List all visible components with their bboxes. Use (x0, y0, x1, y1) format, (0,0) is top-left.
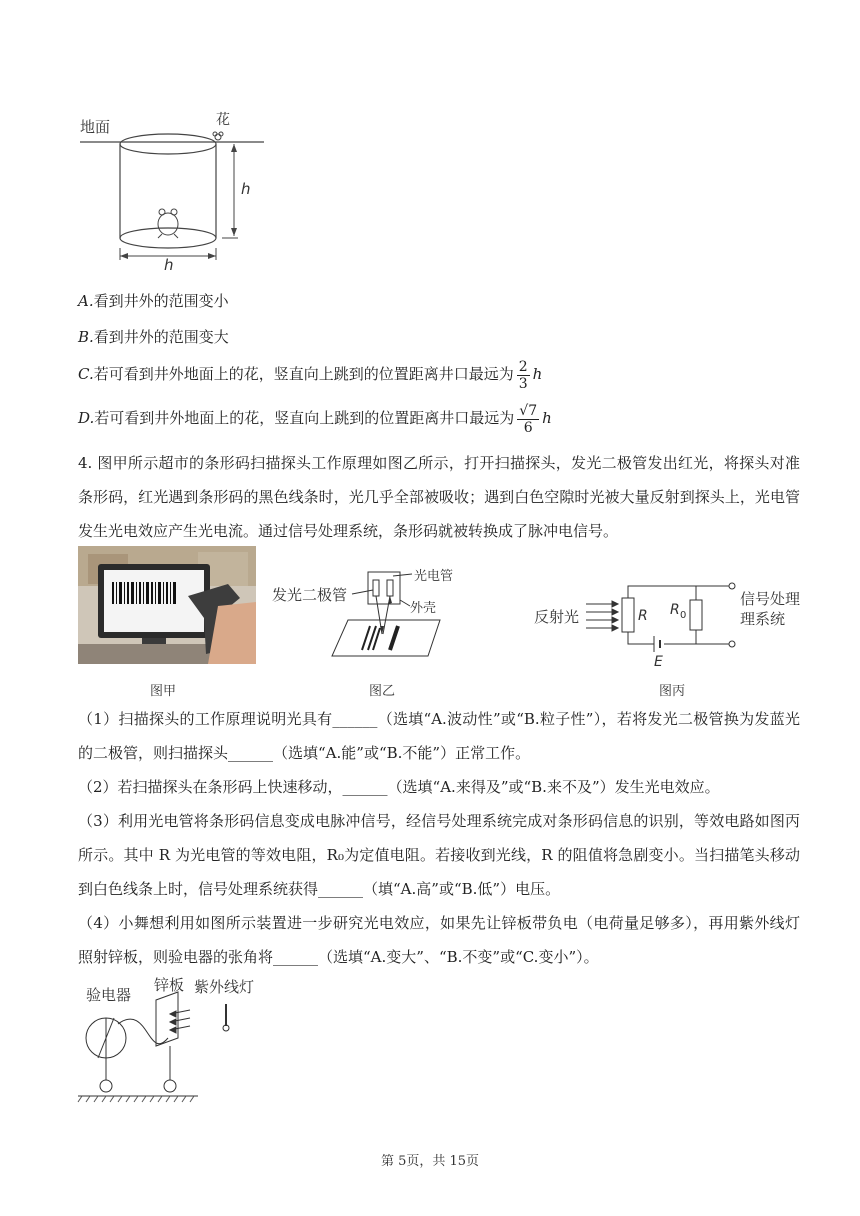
r0-label: R (670, 602, 680, 618)
fig-b-caption: 图乙 (369, 684, 396, 699)
option-c-letter: C. (78, 365, 94, 383)
system-label-2: 理系统 (740, 610, 786, 628)
ground-label: 地面 (80, 118, 111, 136)
scanner-photo (78, 546, 256, 664)
option-a-letter: A. (78, 292, 94, 310)
uv-lamp-label: 紫外线灯 (194, 978, 255, 996)
shell-label: 外壳 (410, 601, 437, 616)
option-d (78, 400, 800, 436)
scanner-principle-figure (270, 560, 470, 664)
option-b-text: 看到井外的范围变大 (93, 328, 229, 346)
option-c (78, 356, 800, 392)
fig-a-caption: 图甲 (150, 684, 177, 699)
page-footer: 第 5页，共 15页 (380, 1154, 480, 1169)
option-d-numerator: √7 (519, 402, 538, 419)
q4-part1: （1）扫描探头的工作原理说明光具有______（选填“A.波动性”或“B.粒子性”），若将发光二极管换为发蓝光的二极管，则扫描探头______（选填“A.能”或“B.不能”）正常工作。 (78, 710, 800, 762)
tube-label: 光电管 (414, 569, 454, 584)
option-c-fraction (517, 359, 530, 392)
option-c-var: h (532, 365, 543, 383)
h-label-bottom: h (164, 256, 174, 274)
option-c-text: 若可看到井外地面上的花，竖直向上跳到的位置距离井口最远为 (93, 365, 514, 383)
reflected-light-label: 反射光 (534, 608, 580, 626)
option-b-letter: B. (78, 328, 94, 346)
option-d-var: h (542, 409, 552, 427)
option-d-letter: D. (78, 409, 95, 427)
h-label-side: h (241, 180, 251, 198)
option-b (78, 326, 800, 348)
option-d-text: 若可看到井外地面上的花，竖直向上跳到的位置距离井口最远为 (94, 409, 515, 427)
e-label: E (654, 654, 663, 670)
fig-c-caption: 图丙 (659, 684, 686, 699)
option-a-text: 看到井外的范围变小 (93, 292, 229, 310)
option-c-denominator: 3 (518, 375, 528, 392)
photoelectric-apparatus-figure (78, 972, 268, 1108)
option-d-fraction (517, 403, 539, 436)
equivalent-circuit-figure (530, 562, 801, 670)
led-label: 发光二极管 (272, 586, 348, 604)
flower-icon (213, 132, 223, 140)
system-label-1: 信号处理 (740, 590, 801, 608)
frog-icon (158, 209, 178, 238)
well-figure (76, 108, 266, 274)
zinc-label: 锌板 (154, 976, 185, 994)
r-label: R (638, 608, 648, 624)
option-c-numerator: 2 (518, 358, 528, 375)
option-d-denominator: 6 (523, 419, 533, 436)
electroscope-label: 验电器 (86, 986, 132, 1004)
q4-intro: 4. 图甲所示超市的条形码扫描探头工作原理如图乙所示，打开扫描探头，发光二极管发出红光，将探头对准条形码，红光遇到条形码的黑色线条时，光几乎全部被吸收；遇到白色空隙时光被大量反射到探头上，光电管发生光电效应产生光电流。通过信号处理系统，条形码就被转换成了脉冲电信号。 (78, 454, 800, 540)
light-arrows (586, 601, 618, 631)
option-a (78, 290, 800, 312)
q4-part4: （4）小舞想利用如图所示装置进一步研究光电效应，如果先让锌板带负电（电荷量足够多），再用紫外线灯照射锌板，则验电器的张角将______（选填“A.变大”、“B.不变”或“C.变小”）。 (78, 914, 800, 966)
q4-part3: （3）利用光电管将条形码信息变成电脉冲信号，经信号处理系统完成对条形码信息的识别，等效电路如图丙所示。其中 R 为光电管的等效电阻，R₀为定值电阻。若接收到光线，R 的阻值将急剧变小。当扫描笔头移动到白色线条上时，信号处理系统获得______（填“A.高”或“B.低”）电压。 (78, 812, 800, 898)
flower-label: 花 (216, 112, 230, 128)
r0-subscript: 0 (680, 610, 687, 621)
q4-part2: （2）若扫描探头在条形码上快速移动，______（选填“A.来得及”或“B.来不及”）发生光电效应。 (78, 778, 720, 796)
